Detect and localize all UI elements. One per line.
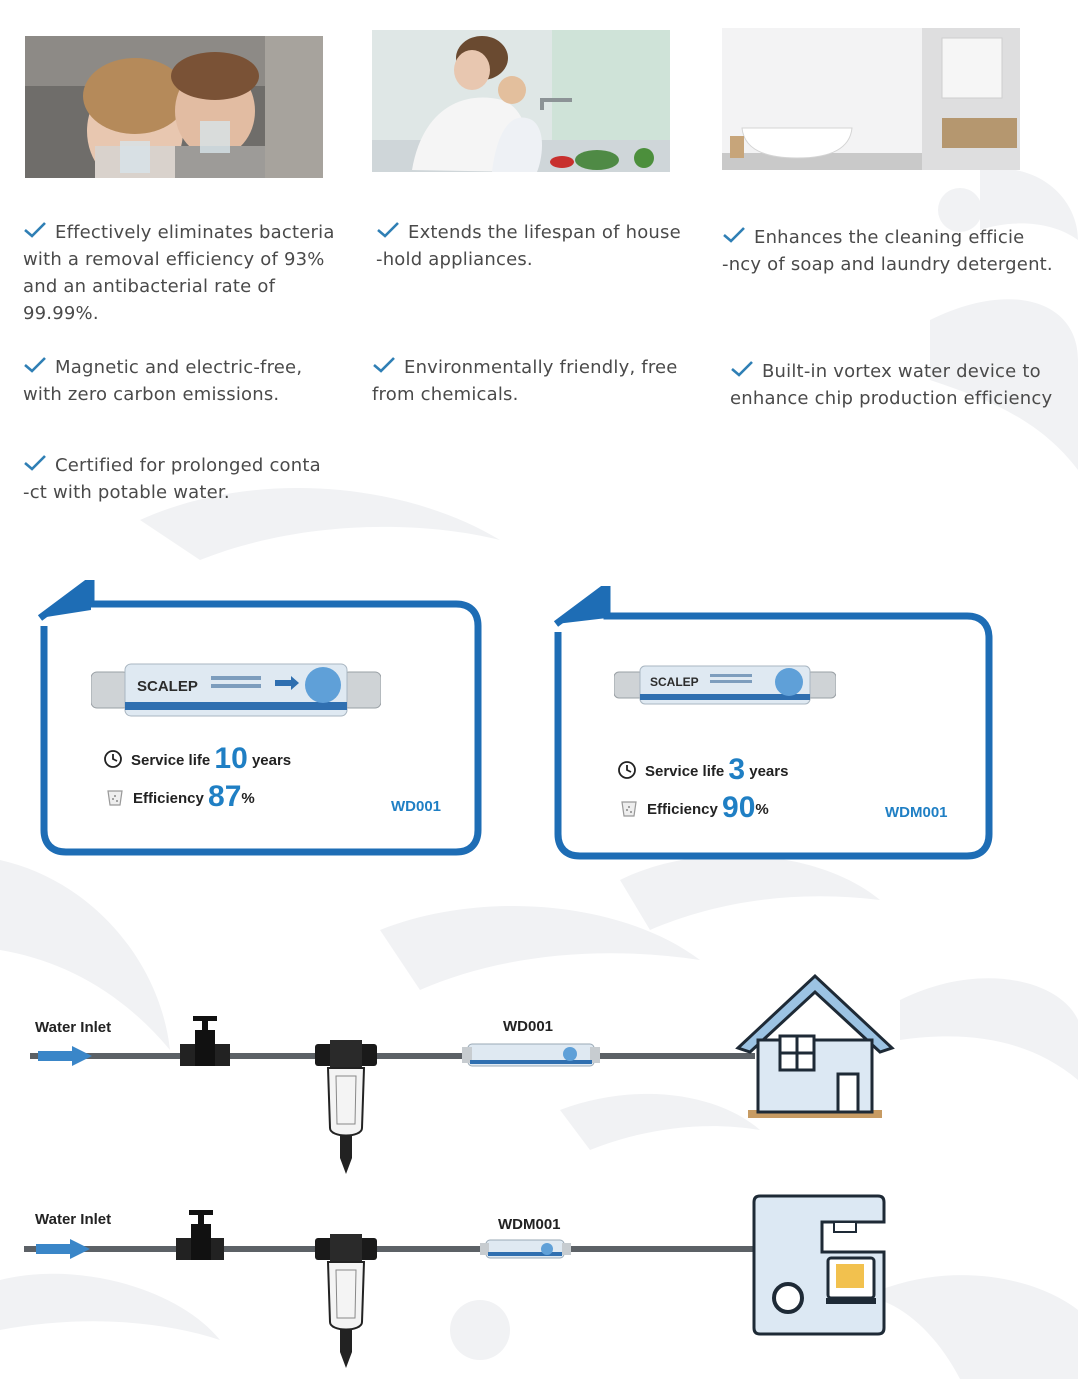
feature-item: Effectively eliminates bacteria with a removal efficiency of 93% and an antibacterial rate of 99.99%. <box>23 222 335 324</box>
descaler-wdm001-icon <box>480 1240 571 1258</box>
house-icon <box>738 976 892 1118</box>
efficiency-row: Efficiency 87% <box>105 780 255 814</box>
service-life-row: Service life 10 years <box>103 742 291 776</box>
model-code: WDM001 <box>885 804 948 821</box>
pipe-line <box>24 1246 754 1252</box>
flow-arrow-icon <box>38 1046 92 1066</box>
device-label: WDM001 <box>498 1216 561 1233</box>
sediment-filter-icon <box>315 1040 377 1174</box>
model-code: WD001 <box>391 798 442 815</box>
device-label: WD001 <box>503 1018 554 1035</box>
coffee-machine-icon <box>754 1196 884 1334</box>
feature-item: Magnetic and electric-free, with zero carbon emissions. <box>23 357 303 405</box>
flow-arrow-icon <box>36 1239 90 1259</box>
feature-item: Certified for prolonged conta -ct with potable water. <box>23 455 321 503</box>
sediment-filter-icon <box>315 1234 377 1368</box>
feature-item: Extends the lifespan of house -hold appliances. <box>376 222 681 270</box>
pipe-line <box>30 1053 755 1059</box>
water-inlet-label: Water Inlet <box>35 1019 112 1036</box>
feature-item: Built-in vortex water device to enhance chip production efficiency <box>730 361 1053 409</box>
valve-icon <box>180 1016 230 1066</box>
efficiency-row: Efficiency 90% <box>619 791 769 825</box>
descaler-wd001-icon <box>462 1044 600 1066</box>
feature-item: Environmentally friendly, free from chemicals. <box>372 357 678 405</box>
valve-icon <box>176 1210 224 1260</box>
device-brand-label: SCALEP <box>137 678 198 695</box>
feature-item: Enhances the cleaning efficie -ncy of soap and laundry detergent. <box>722 227 1053 275</box>
water-inlet-label: Water Inlet <box>35 1211 112 1228</box>
device-brand-label: SCALEP <box>650 675 699 689</box>
service-life-row: Service life 3 years <box>617 753 788 787</box>
